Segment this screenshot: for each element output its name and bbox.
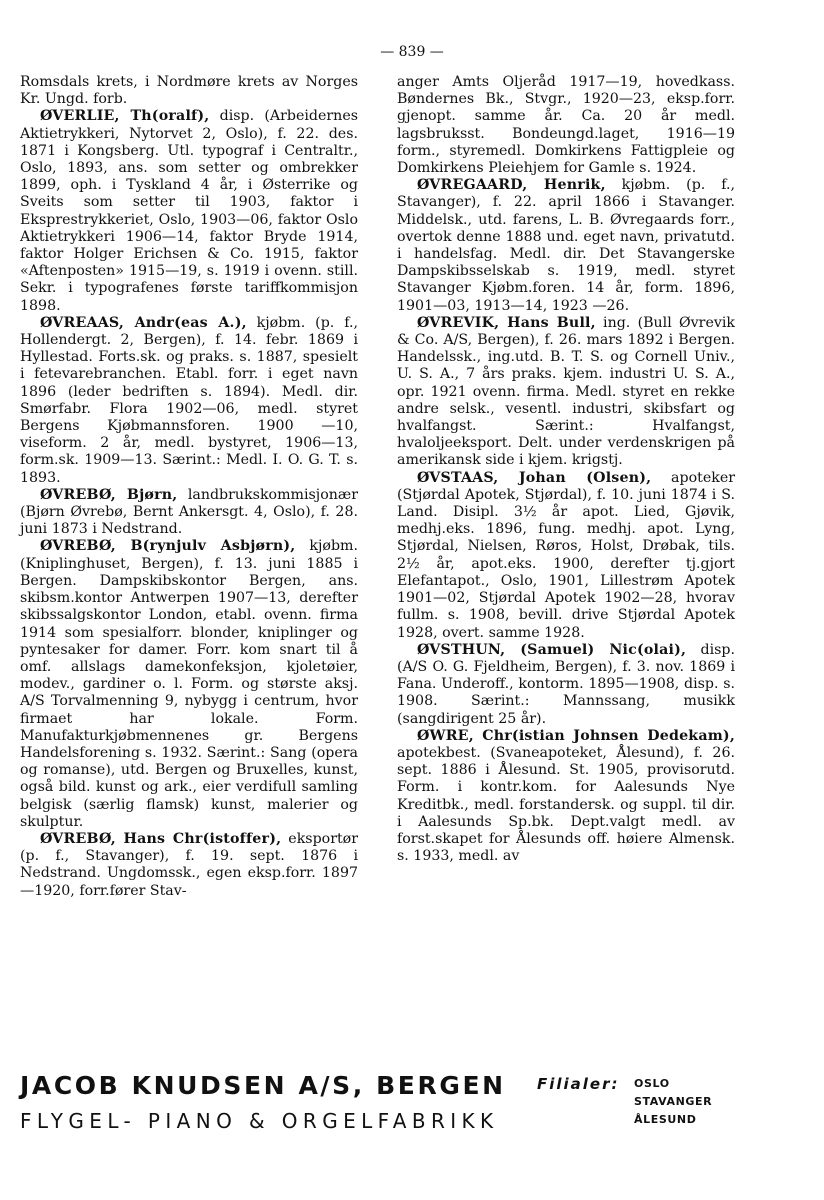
ad-branch: OSLO — [634, 1077, 670, 1090]
entry-text: Romsdals krets, i Nordmøre krets av Norges Kr. Ungd. forb. — [20, 74, 358, 108]
entry-ovsthun — [397, 642, 735, 728]
entry-name: ØVSTHUN, (Samuel) Nic(olai), — [417, 641, 687, 658]
entry-text: disp. (A/S O. G. Fjeldheim, Bergen), f. 3. nov. 1869 i Fana. Underoff., kontorm. 1895—1908, disp. s. 1908. Særint.: Mannssang, musikk (sangdirigent 25 år). — [397, 641, 735, 727]
entry-text: kjøbm. (p. f., Stavanger), f. 22. april 1866 i Stavanger. Middelsk., utd. farens, L. B. Øvregaards forr., overtok denne 1888 und. eget navn, privatutd. i handelsfag. Medl. dir. Det Stavangerske Dampskibsselskab s. 1919, medl. styret Stavanger Kjøbm.foren. 14 år, form. 1896, 1901—03, 1913—14, 1923 —26. — [397, 177, 735, 314]
entry-name: ØVREVIK, Hans Bull, — [417, 314, 596, 331]
entry-name: ØVREBØ, Bjørn, — [40, 486, 178, 503]
entry-ovregaard — [397, 177, 735, 315]
entry-text: eksportør (p. f., Stavanger), f. 19. sept. 1876 i Nedstrand. Ungdomssk., egen eksp.forr. 1897—1920, forr.fører Stav- — [20, 830, 359, 899]
entry-name: ØVREAAS, Andr(eas A.), — [40, 314, 247, 331]
ad-branch: ÅLESUND — [634, 1113, 697, 1126]
entry-name: ØVREGAARD, Henrik, — [417, 177, 606, 194]
ad-company-name: JACOB KNUDSEN A/S, BERGEN — [20, 1071, 506, 1100]
entry-continuation — [20, 74, 358, 108]
entry-overlie — [20, 108, 358, 314]
ad-branches-label: Filialer: — [537, 1075, 620, 1093]
entry-ovreaas — [20, 315, 358, 487]
entry-ovrevik — [397, 315, 735, 470]
entry-name: ØVREBØ, Hans Chr(istoffer), — [40, 830, 282, 847]
left-column — [20, 74, 358, 900]
entry-text: apoteker (Stjørdal Apotek, Stjørdal), f. 10. juni 1874 i S. Land. Disipl. 3½ år apot. Lied, Gjøvik, medhj.eks. 1896, fung. medhj. apot. Lyng, Stjørdal, Nielsen, Røros, Holst, Drøbak, tils. 2½ år, apot.eks. 1900, derefter tj.gjort Elefantapot., Oslo, 1901, Lillestrøm Apotek 1901—02, Stjørdal Apotek 1902—28, hvorav fullm. s. 1908, bevill. drive Stjørdal Apotek 1928, overt. samme 1928. — [397, 469, 736, 641]
entry-ovstaas — [397, 470, 735, 642]
entry-name: ØVERLIE, Th(oralf), — [40, 108, 210, 125]
entry-ovrebo-brynjulv — [20, 538, 358, 830]
entry-text: anger Amts Oljeråd 1917—19, hovedkass. Bøndernes Bk., Stvgr., 1920—23, eksp.forr. gjenopt. samme år. Ca. 20 år medl. lagsbruksst. Bondeungd.laget, 1916—19 form., styremedl. Domkirkens Fattigpleie og Domkirkens Pleiehjem for Gamle s. 1924. — [397, 74, 735, 177]
entry-text: apotekbest. (Svaneapoteket, Ålesund), f. 26. sept. 1886 i Ålesund. St. 1905, provisorutd. Form. i kontr.kom. for Aalesunds Nye Kreditbk., medl. forstandersk. og suppl. til dir. i Aalesunds Sp.bk. Dept.valgt medl. av forst.skapet for Ålesunds off. høiere Almensk. s. 1933, medl. av — [397, 744, 735, 865]
entry-text: kjøbm. (p. f., Hollendergt. 2, Bergen), f. 14. febr. 1869 i Hyllestad. Forts.sk. og praks. s. 1887, spesielt i fetevarebranchen. Etabl. forr. i eget navn 1896 (leder bedriften s. 1894). Medl. dir. Smørfabr. Flora 1902—06, medl. styret Bergens Kjøbmannsforen. 1900 —10, viseform. 2 år, medl. bystyret, 1906—13, form.sk. 1909—13. Særint.: Medl. I. O. G. T. s. 1893. — [20, 314, 358, 486]
entry-continuation — [397, 74, 735, 177]
ad-tagline: FLYGEL- PIANO & ORGELFABRIKK — [20, 1109, 499, 1133]
advertisement — [20, 1071, 810, 1161]
entry-text: landbrukskommisjonær (Bjørn Øvrebø, Bernt Ankersgt. 4, Oslo), f. 28. juni 1873 i Nedstrand. — [20, 486, 358, 538]
page-number: — 839 — — [380, 44, 444, 60]
entry-name: ØVSTAAS, Johan (Olsen), — [417, 469, 652, 486]
right-column — [397, 74, 735, 865]
entry-name: ØWRE, Chr(istian Johnsen Dedekam), — [417, 727, 735, 744]
entry-text: kjøbm. (Kniplinghuset, Bergen), f. 13. juni 1885 i Bergen. Dampskibskontor Bergen, ans. skibsm.kontor Antwerpen 1907—13, derefter skibssalgskontor London, etabl. ovenn. firma 1914 som spesialforr. blonder, kniplinger og pyntesaker for damer. Forr. kom snart til å omf. allslags damekonfeksjon, kjoletøier, modev., gardiner o. l. Form. og største aksj. A/S Torvalmenning 9, nybygg i centrum, hvor firmaet har lokale. Form. Manufakturkjøbmennenes gr. Bergens Handelsforening s. 1932. Særint.: Sang (opera og romanse), utd. Bergen og Bruxelles, kunst, også bild. kunst og ark., eier verdifull samling belgisk (særlig flamsk) kunst, malerier og skulptur. — [20, 538, 358, 830]
entry-ovrebo-bjorn — [20, 487, 358, 539]
entry-name: ØVREBØ, B(rynjulv Asbjørn), — [40, 538, 296, 555]
entry-text: disp. (Arbeidernes Aktietrykkeri, Nytorvet 2, Oslo), f. 22. des. 1871 i Kongsberg. Utl. typograf i Centraltr., Oslo, 1893, ans. som setter og ombrekker 1899, oph. i Tyskland 4 år, i Østerrike og Sveits som setter til 1903, faktor i Eksprestrykkeriet, Oslo, 1903—06, faktor Oslo Aktietrykkeri 1906—14, faktor Bryde 1914, faktor Holger Erichsen & Co. 1915, faktor «Aftenposten» 1915—19, s. 1919 i ovenn. still. Sekr. i typografenes første tariffkommisjon 1898. — [20, 108, 358, 314]
entry-owre — [397, 728, 735, 866]
ad-branch: STAVANGER — [634, 1095, 713, 1108]
ad-branches-list — [634, 1075, 712, 1129]
entry-ovrebo-hans — [20, 831, 358, 900]
entry-text: ing. (Bull Øvrevik & Co. A/S, Bergen), f. 26. mars 1892 i Bergen. Handelssk., ing.utd. B. T. S. og Cornell Univ., U. S. A., 7 års praks. kjem. industri U. S. A., opr. 1921 ovenn. firma. Medl. styret en rekke andre selsk., vesentl. industri, skibsfart og hvalfangst. Særint.: Hvalfangst, hvaloljeeksport. Delt. under verdenskrigen på amerikansk side i kjem. krigstj. — [397, 314, 735, 469]
